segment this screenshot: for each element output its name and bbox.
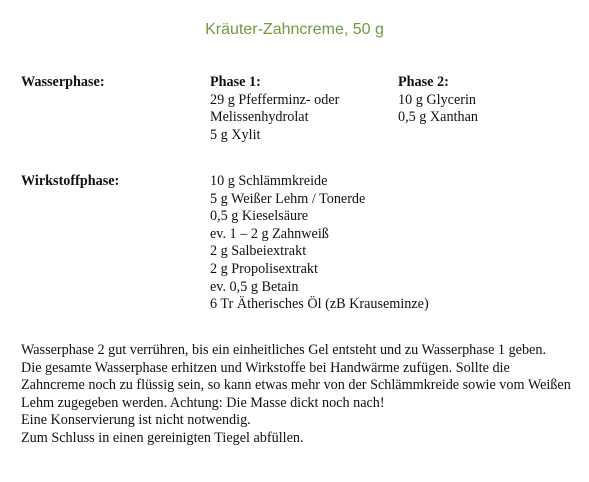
wirkstoffphase-ingredients <box>210 173 429 314</box>
instruction-paragraph: Zum Schluss in einen gereinigten Tiegel abfüllen. <box>21 429 304 446</box>
wirkstoff-ingredient: ev. 0,5 g Betain <box>210 278 299 295</box>
wirkstoff-ingredient: ev. 1 – 2 g Zahnweiß <box>210 225 329 242</box>
phase1-ingredient: 29 g Pfefferminz- oder <box>210 91 340 108</box>
instruction-paragraph: Wasserphase 2 gut verrühren, bis ein einheitliches Gel entsteht und zu Wasserphase 1 geben. <box>21 342 546 358</box>
phase2-ingredient: 0,5 g Xanthan <box>398 109 478 126</box>
wirkstoff-ingredient: 5 g Weißer Lehm / Tonerde <box>210 190 366 207</box>
phase2-ingredient: 10 g Glycerin <box>398 91 477 108</box>
wirkstoffphase-label: Wirkstoffphase: <box>21 173 120 189</box>
wirkstoff-ingredient: 0,5 g Kieselsäure <box>210 208 309 225</box>
phase2-heading: Phase 2: <box>398 74 449 90</box>
phase2-block <box>398 74 478 127</box>
phase1-ingredient: 5 g Xylit <box>210 126 261 143</box>
wirkstoff-ingredient: 2 g Propolisextrakt <box>210 260 318 277</box>
phase1-block <box>210 74 339 144</box>
wirkstoff-ingredient: 2 g Salbeiextrakt <box>210 243 307 260</box>
instruction-paragraph: Eine Konservierung ist nicht notwendig. <box>21 412 251 429</box>
phase1-heading: Phase 1: <box>210 74 261 90</box>
recipe-title: Kräuter-Zahncreme, 50 g <box>205 21 384 38</box>
wasserphase-label: Wasserphase: <box>21 74 105 90</box>
wirkstoff-ingredient: 10 g Schlämmkreide <box>210 173 328 189</box>
instruction-paragraph: Die gesamte Wasserphase erhitzen und Wirkstoffe bei Handwärme zufügen. Sollte die Zahncreme noch zu flüssig sein, so kann etwas mehr von der Schlämmkreide sowie vom Weißen Lehm zugegeben werden. Achtung: Die Masse dickt noch nach! <box>21 359 571 411</box>
wirkstoff-ingredient: 6 Tr Ätherisches Öl (zB Krauseminze) <box>210 296 429 313</box>
phase1-ingredient: Melissenhydrolat <box>210 109 309 126</box>
instructions-block <box>21 342 577 448</box>
